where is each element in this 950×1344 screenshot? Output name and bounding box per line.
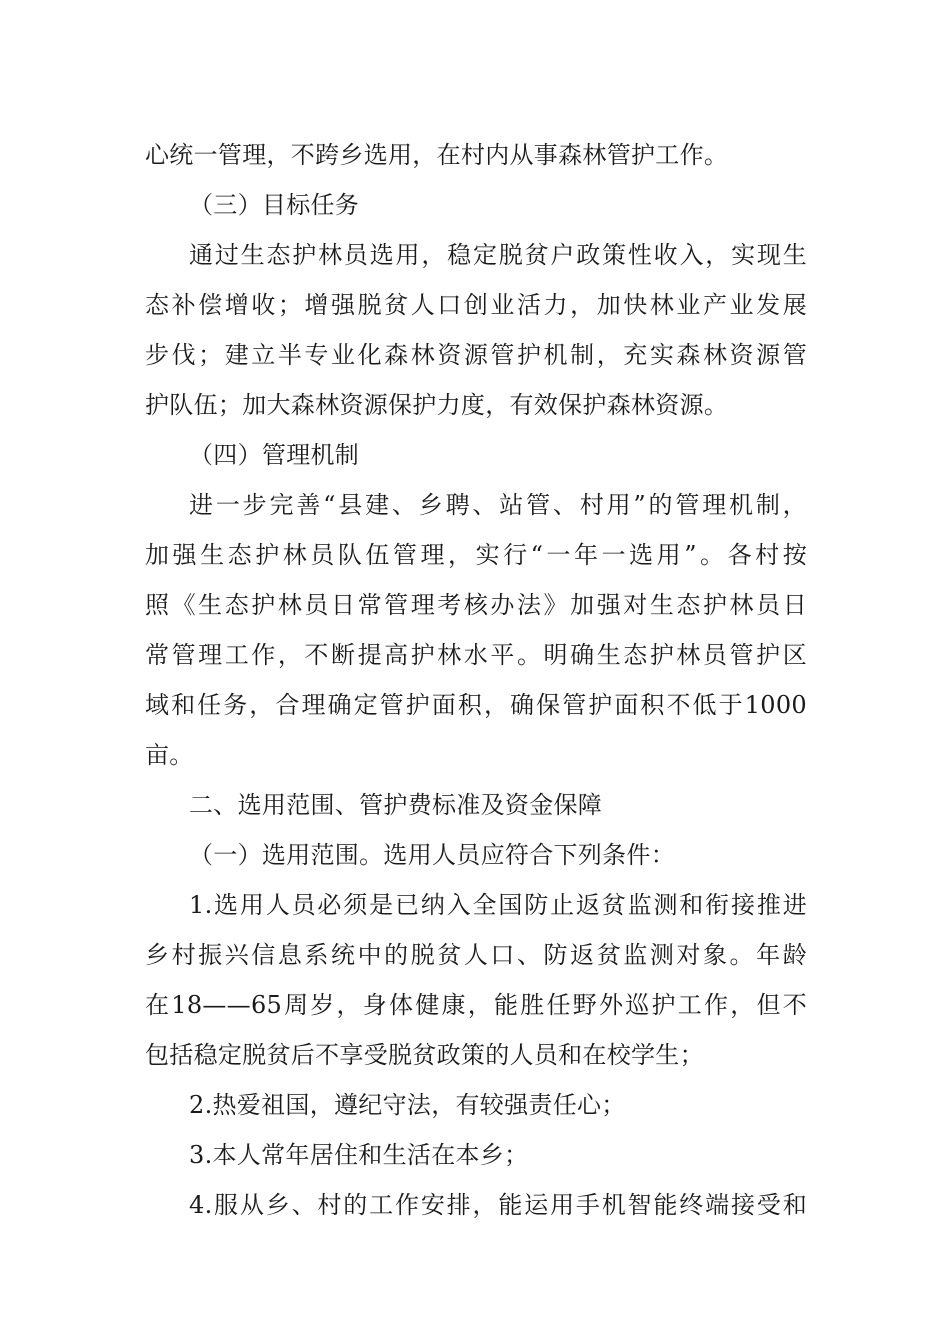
paragraph-line: 照《生态护林员日常管理考核办法》加强对生态护林员日 <box>145 591 807 619</box>
paragraph-line: 态补偿增收；增强脱贫人口创业活力，加快林业产业发展 <box>145 291 807 319</box>
section-heading-management: （四）管理机制 <box>189 441 360 469</box>
paragraph-line: 进一步完善“县建、乡聘、站管、村用”的管理机制， <box>189 491 807 519</box>
list-item-2: 2.热爱祖国，遵纪守法，有较强责任心； <box>189 1091 626 1119</box>
list-item-3: 3.本人常年居住和生活在本乡； <box>189 1141 529 1169</box>
document-body <box>145 130 807 1230</box>
paragraph-line: 在18——65周岁，身体健康，能胜任野外巡护工作，但不 <box>145 991 807 1019</box>
paragraph-line: 心统一管理，不跨乡选用，在村内从事森林管护工作。 <box>145 141 729 169</box>
paragraph-line: 常管理工作，不断提高护林水平。明确生态护林员管护区 <box>145 641 807 669</box>
paragraph-line: 通过生态护林员选用，稳定脱贫户政策性收入，实现生 <box>189 241 807 269</box>
section-heading-objectives: （三）目标任务 <box>189 191 360 219</box>
paragraph-line: 域和任务，合理确定管护面积，确保管护面积不低于1000 <box>145 691 807 719</box>
chapter-heading-scope: 二、选用范围、管护费标准及资金保障 <box>189 791 603 819</box>
paragraph-line: 亩。 <box>145 741 194 769</box>
paragraph-line: 包括稳定脱贫后不享受脱贫政策的人员和在校学生； <box>145 1041 704 1069</box>
list-item-1: 1.选用人员必须是已纳入全国防止返贫监测和衔接推进 <box>189 891 807 919</box>
list-item-4: 4.服从乡、村的工作安排，能运用手机智能终端接受和 <box>189 1191 807 1219</box>
paragraph-line: 步伐；建立半专业化森林资源管护机制，充实森林资源管 <box>145 341 807 369</box>
paragraph-line: 护队伍；加大森林资源保护力度，有效保护森林资源。 <box>145 391 729 419</box>
section-heading-scope: （一）选用范围。选用人员应符合下列条件： <box>189 841 675 869</box>
paragraph-line: 乡村振兴信息系统中的脱贫人口、防返贫监测对象。年龄 <box>145 941 807 969</box>
paragraph-line: 加强生态护林员队伍管理，实行“一年一选用”。各村按 <box>145 541 807 569</box>
